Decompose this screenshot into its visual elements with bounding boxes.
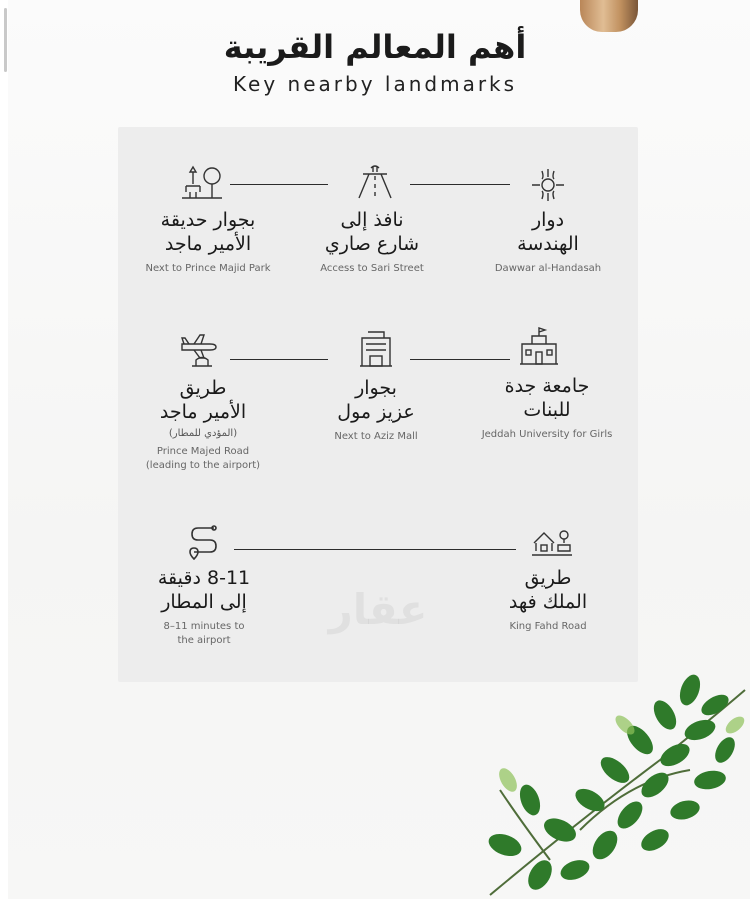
connector-line xyxy=(234,549,516,550)
landmark-jeddah-university xyxy=(462,374,632,442)
landmark-prince-majid-park xyxy=(128,208,288,276)
road-icon xyxy=(355,164,395,202)
landmark-name-ar: نافذ إلى شارع صاري xyxy=(324,209,420,255)
mall-icon xyxy=(358,330,394,368)
landmark-sari-street xyxy=(292,208,452,276)
title-english: Key nearby landmarks xyxy=(232,72,518,96)
connector-line xyxy=(230,184,328,185)
landmark-name-ar: جامعة جدة للبنات xyxy=(504,375,590,421)
airplane-icon xyxy=(180,332,220,368)
landmark-name-ar: بجوار عزيز مول xyxy=(337,377,415,423)
landmark-name-en: King Fahd Road xyxy=(509,621,587,632)
connector-line xyxy=(410,359,510,360)
landmark-dawwar-al-handasah xyxy=(468,208,628,276)
landmark-prince-majed-road xyxy=(118,376,288,473)
landmark-name-ar: طريق الأمير ماجد xyxy=(159,377,247,423)
park-icon xyxy=(180,164,224,202)
landmark-name-ar: 8-11 دقيقة إلى المطار xyxy=(157,567,251,613)
landmark-king-fahd-road xyxy=(468,566,628,634)
route-pin-icon xyxy=(186,524,222,560)
landmark-name-ar: دوار الهندسة xyxy=(517,209,579,255)
landmark-airport-time xyxy=(124,566,284,648)
landmark-name-en: Jeddah University for Girls xyxy=(481,429,613,440)
landmark-name-en: Next to Aziz Mall xyxy=(334,431,418,442)
landmark-aziz-mall xyxy=(296,376,456,444)
landmark-name-ar: طريق الملك فهد xyxy=(508,567,588,613)
landmark-name-en: 8–11 minutes to the airport xyxy=(163,621,245,646)
university-icon xyxy=(518,326,560,366)
roundabout-icon xyxy=(530,167,566,203)
connector-line xyxy=(230,359,328,360)
landmark-name-ar: بجوار حديقة الأمير ماجد xyxy=(160,209,256,255)
landmark-name-en: Dawwar al-Handasah xyxy=(494,263,602,274)
connector-line xyxy=(410,184,510,185)
highway-icon xyxy=(530,527,574,559)
title-arabic: أهم المعالم القريبة xyxy=(223,28,527,66)
landmark-subtitle-ar: (المؤدي للمطار) xyxy=(168,428,238,439)
landmark-name-en: Next to Prince Majid Park xyxy=(145,263,271,274)
landmark-name-en: Access to Sari Street xyxy=(320,263,424,274)
landmark-name-en: Prince Majed Road (leading to the airport) xyxy=(145,446,261,471)
leaf-branch-decoration xyxy=(460,670,750,899)
watermark: عقار xyxy=(328,585,428,634)
